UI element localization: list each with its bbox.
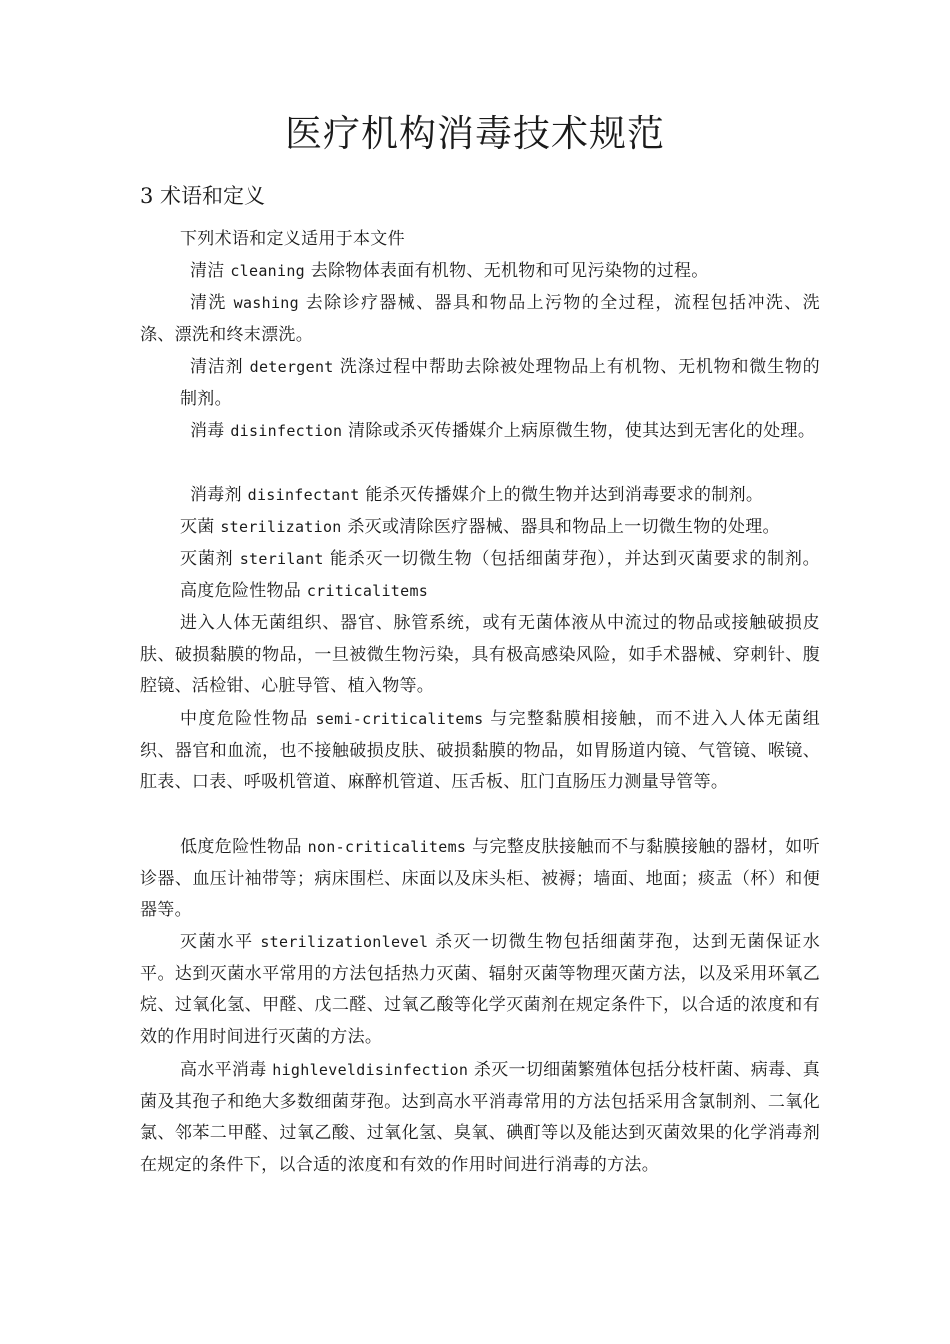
definition-text: 杀灭一切微生物包括细菌芽孢，达到无菌保证水平。达到灭菌水平常用的方法包括热力灭菌、辐射灭菌等物理灭菌方法，以及采用环氧乙烷、过氧化氢、甲醛、戊二醛、过氧乙酸等化学灭菌剂在规定条件下，以合适的浓度和有效的作用时间进行灭菌的方法。 [140,932,820,1047]
definition-high-level-disinfection [140,1055,820,1181]
term-en: highleveldisinfection [272,1061,469,1079]
term-cn: 高水平消毒 [180,1060,267,1080]
term-cn: 清洁 [190,261,225,281]
term-cn: 中度危险性物品 [180,709,309,729]
definition-disinfection [180,416,820,448]
definition-sterilization [180,512,830,544]
definition-text: 杀灭或清除医疗器械、器具和物品上一切微生物的处理。 [347,517,780,537]
term-en: detergent [249,358,334,376]
intro-paragraph: 下列术语和定义适用于本文件 [180,229,405,249]
definition-text: 能杀灭传播媒介上的微生物并达到消毒要求的制剂。 [365,485,764,505]
definition-washing [140,288,820,351]
term-cn: 灭菌水平 [180,932,254,952]
term-cn: 低度危险性物品 [180,837,302,857]
definition-sterilization-level [140,927,820,1053]
document-title: 医疗机构消毒技术规范 [285,112,665,155]
definition-disinfectant [180,480,820,512]
definition-text: 进入人体无菌组织、器官、脉管系统，或有无菌体液从中流过的物品或接触破损皮肤、破损黏膜的物品，一旦被微生物污染，具有极高感染风险，如手术器械、穿刺针、腹腔镜、活检钳、心脏导管、植入物等。 [140,613,820,696]
definition-text: 清除或杀灭传播媒介上病原微生物，使其达到无害化的处理。 [348,421,816,441]
term-en: disinfection [230,422,343,440]
definition-text: 去除物体表面有机物、无机物和可见污染物的过程。 [310,261,709,281]
definition-critical-items-description [140,608,820,703]
definition-text: 与完整黏膜相接触，而不进入人体无菌组织、器官和血流，也不接触破损皮肤、破损黏膜的物品，如胃肠道内镜、气管镜、喉镜、肛表、口表、呼吸机管道、麻醉机管道、压舌板、肛门直肠压力测量导管等。 [140,709,820,792]
term-en: non-criticalitems [307,838,467,856]
term-en: semi-criticalitems [315,710,484,728]
definition-text: 去除诊疗器械、器具和物品上污物的全过程，流程包括冲洗、洗涤、漂洗和终末漂洗。 [140,293,820,345]
term-cn: 灭菌剂 [180,549,234,569]
term-en: sterilization [220,518,342,536]
term-cn: 消毒 [190,421,225,441]
term-en: sterilizationlevel [260,933,429,951]
term-cn: 清洗 [190,293,227,313]
definition-detergent [180,352,820,415]
term-en: washing [233,294,299,312]
term-en: disinfectant [247,486,360,504]
term-cn: 灭菌 [180,517,215,537]
definition-text: 洗涤过程中帮助去除被处理物品上有机物、无机物和微生物的制剂。 [180,357,820,409]
term-en-critical: criticalitems [306,581,429,600]
term-en: sterilant [239,550,324,568]
definition-text: 与完整皮肤接触而不与黏膜接触的器材，如听诊器、血压计袖带等；病床围栏、床面以及床头柜、被褥；墙面、地面；痰盂（杯）和便器等。 [140,837,820,920]
section-heading: 3 术语和定义 [140,184,266,208]
definition-text: 杀灭一切细菌繁殖体包括分枝杆菌、病毒、真菌及其孢子和绝大多数细菌芽孢。达到高水平消毒常用的方法包括采用含氯制剂、二氧化氯、邻苯二甲醛、过氧乙酸、过氧化氢、臭氧、碘酊等以及能达到灭菌效果的化学消毒剂在规定的条件下，以合适的浓度和有效的作用时间进行消毒的方法。 [140,1060,821,1175]
term-en: cleaning [230,262,305,280]
definition-cleaning [180,256,840,288]
definition-text: 能杀灭一切微生物（包括细菌芽孢），并达到灭菌要求的制剂。高度危险性物品 [180,549,820,601]
definition-non-critical-items [140,832,820,927]
term-cn: 消毒剂 [190,485,242,505]
definition-sterilant [180,544,820,607]
term-cn: 清洁剂 [190,357,244,377]
definition-semi-critical-items [140,704,820,799]
